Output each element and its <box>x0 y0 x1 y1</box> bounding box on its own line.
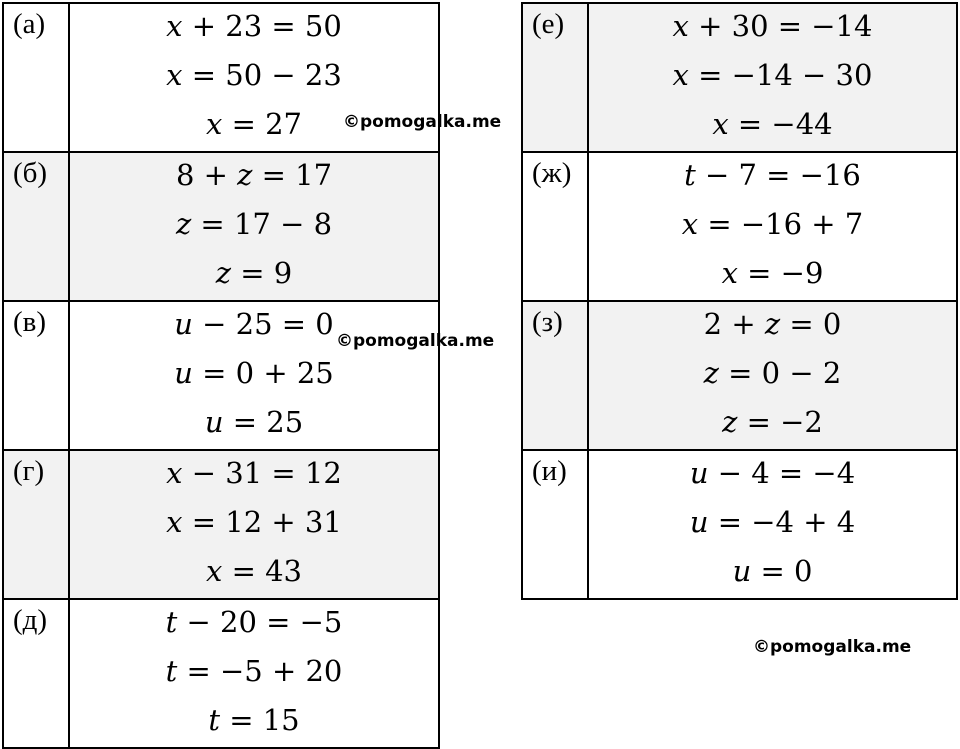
watermark: ©pomogalka.me <box>343 112 502 132</box>
equation-line: 𝑡 = 15 <box>208 703 300 737</box>
equation-line: 𝑥 − 31 = 12 <box>166 456 342 490</box>
equation-line: 𝑧 = 17 − 8 <box>175 207 333 241</box>
equation-cell <box>69 152 439 301</box>
equation-line: 8 + 𝑧 = 17 <box>175 158 333 192</box>
row-label: (д) <box>3 599 69 748</box>
equation-line: 𝑥 + 23 = 50 <box>166 9 342 43</box>
equation-line: 𝑢 = 0 <box>732 554 813 588</box>
equation-line: 𝑧 = 0 − 2 <box>703 356 842 390</box>
equation-line: 𝑡 − 20 = −5 <box>165 605 343 639</box>
row-e <box>522 3 957 152</box>
equation-cell <box>588 301 957 450</box>
equation-line: 𝑢 − 25 = 0 <box>174 307 334 341</box>
row-label: (в) <box>3 301 69 450</box>
equation-line: 𝑡 − 7 = −16 <box>684 158 861 192</box>
row-b <box>3 152 439 301</box>
row-label: (г) <box>3 450 69 599</box>
equation-line: 𝑢 − 4 = −4 <box>689 456 856 490</box>
equation-cell <box>588 450 957 599</box>
equation-line: 𝑥 = 27 <box>206 107 302 141</box>
row-v <box>3 301 439 450</box>
equation-line: 𝑢 = −4 + 4 <box>689 505 856 539</box>
equation-line: 𝑢 = 0 + 25 <box>174 356 334 390</box>
equation-line: 2 + 𝑧 = 0 <box>703 307 842 341</box>
row-label: (а) <box>3 3 69 152</box>
equation-line: 𝑥 = −16 + 7 <box>681 207 864 241</box>
equation-line: 𝑥 = 12 + 31 <box>166 505 342 539</box>
row-label: (б) <box>3 152 69 301</box>
row-label: (и) <box>522 450 588 599</box>
equation-cell <box>69 301 439 450</box>
row-label: (з) <box>522 301 588 450</box>
equation-line: 𝑥 = −9 <box>721 256 824 290</box>
row-i <box>522 450 957 599</box>
row-g <box>3 450 439 599</box>
equation-line: 𝑥 = 43 <box>206 554 302 588</box>
row-label: (е) <box>522 3 588 152</box>
equation-line: 𝑥 + 30 = −14 <box>672 9 873 43</box>
equation-line: 𝑧 = 9 <box>215 256 293 290</box>
equation-cell <box>69 450 439 599</box>
equation-line: 𝑡 = −5 + 20 <box>165 654 343 688</box>
equation-line: 𝑥 = −14 − 30 <box>672 58 873 92</box>
watermark: ©pomogalka.me <box>336 331 495 351</box>
row-label: (ж) <box>522 152 588 301</box>
row-zh <box>522 152 957 301</box>
row-z <box>522 301 957 450</box>
equation-cell <box>588 152 957 301</box>
equation-line: 𝑥 = −44 <box>712 107 833 141</box>
watermark: ©pomogalka.me <box>753 637 912 657</box>
equation-line: 𝑥 = 50 − 23 <box>166 58 342 92</box>
equation-cell <box>588 3 957 152</box>
equation-line: 𝑧 = −2 <box>722 405 823 439</box>
solutions-table-right <box>521 2 958 600</box>
equation-cell <box>69 599 439 748</box>
equation-line: 𝑢 = 25 <box>204 405 304 439</box>
row-d <box>3 599 439 748</box>
